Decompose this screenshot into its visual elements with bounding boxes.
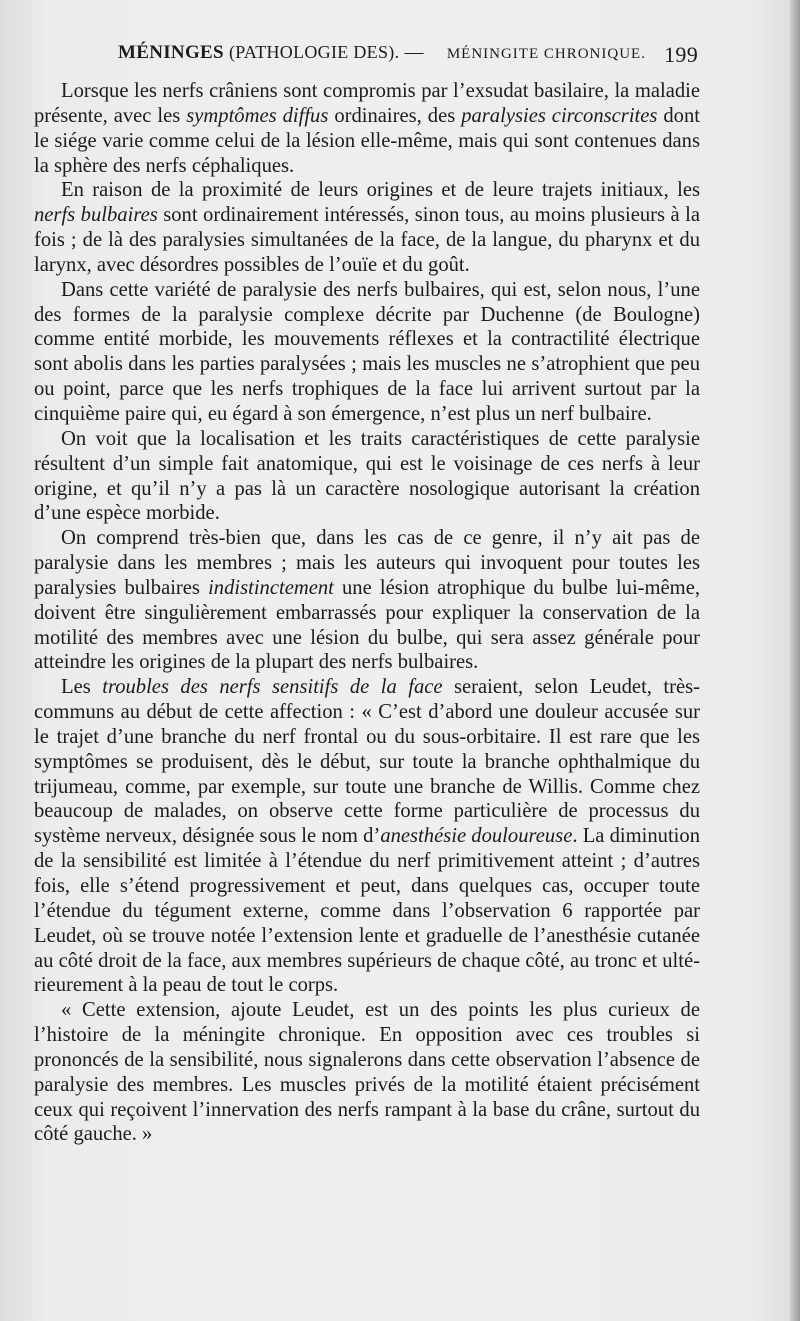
text-run: « Cette extension, ajoute Leudet, est un des points les plus curieux de l’histoire de la méningite chronique. En opposition avec ces troubles si prononcés de la sensibilité, nous signalerons dans cette observation l’absence de paralysie des membres. Les muscles privés de la motilité étaient précisément ceux qui reçoivent l’innervation des nerfs rampant à la base du crâne, surtout du côté gauche. » xyxy=(34,999,700,1146)
text-run: En raison de la proximité de leurs origines et de leure trajets initiaux, les xyxy=(61,179,700,202)
italic-phrase: paralysies circonscrites xyxy=(461,104,658,127)
text-run: une lésion atrophique du bulbe lui-même, doivent être singulièrement embarrassés pour expliquer la conservation de la motilité des membres avec une lésion du bulbe, qui sera assez générale pour atteindre les origines de la plupart des nerfs bulbaires. xyxy=(34,576,700,674)
text-run: On comprend très-bien que, dans les cas de ce genre, il n’y ait pas de paralysie dans les membres ; mais les auteurs qui invoquent pour toutes les paralysies bulbaires xyxy=(34,527,700,599)
header-title: MÉNINGES xyxy=(118,42,224,63)
italic-phrase: troubles des nerfs sensitifs de la face xyxy=(102,676,443,699)
italic-phrase: indistinctement xyxy=(208,576,334,599)
text-run: ordinaires, des xyxy=(328,104,462,127)
text-run: Dans cette variété de paralysie des nerfs bulbaires, qui est, selon nous, l’une des formes de la paralysie complexe décrite par Duchenne (de Boulogne) comme entité morbide, les mouvements réflexes et la contractilité électrique sont abolis dans les parties paralysées ; mais les muscles ne s’atrophient que peu ou point, parce que les nerfs trophiques de la face lui arrivent surtout par la cinquième paire qui, eu égard à son émergence, n’est plus un nerf bulbaire. xyxy=(34,278,700,425)
header-dash: — xyxy=(404,42,424,63)
italic-phrase: anesthésie douloureuse xyxy=(380,825,573,848)
paragraph xyxy=(34,427,700,526)
paragraph xyxy=(34,526,700,675)
paragraph xyxy=(34,178,700,277)
page-number: 199 xyxy=(664,42,698,67)
italic-phrase: nerfs bulbaires xyxy=(34,204,158,227)
paragraph xyxy=(34,278,700,427)
page-spine-shadow xyxy=(790,0,800,1321)
page-body xyxy=(34,79,700,1147)
header-section: MÉNINGITE CHRONIQUE. xyxy=(446,46,646,62)
italic-phrase: symptômes diffus xyxy=(186,104,329,127)
paragraph xyxy=(34,675,700,998)
paragraph xyxy=(34,998,700,1147)
text-run: dont le siége varie comme celui de la lésion elle-même, mais qui sont contenues dans la sphère des nerfs céphaliques. xyxy=(34,104,700,177)
text-run: seraient, selon Leudet, très-communs au début de cette affection : « C’est d’abord une douleur accusée sur le trajet d’une branche du nerf frontal ou du sous-orbitaire. Il est rare que les symptômes se produisent, dès le début, sur toute la branche ophthalmique du trijumeau, comme, par exemple, sur toute une branche de Willis. Comme chez beaucoup de malades, on observe cette forme particulière de processus du système nerveux, désignée sous le nom d’ xyxy=(34,676,700,848)
text-run: sont ordinairement intéressés, sinon tous, au moins plusieurs à la fois ; de là des paralysies simultanées de la face, de la langue, du pharynx et du larynx, avec désordres possibles de l’ouïe et du goût. xyxy=(34,204,701,276)
running-header xyxy=(118,42,698,67)
text-run: On voit que la localisation et les traits caractéristiques de cette paralysie résultent d’un simple fait anatomique, qui est le voisinage de ces nerfs à leur origine, et qu’il n’y a pas là un caractère nosologique autorisant la création d’une espèce morbide. xyxy=(34,427,700,525)
text-run: Lorsque les nerfs crâniens sont compromis par l’exsudat basilaire, la maladie présente, avec les xyxy=(34,80,700,127)
paragraph xyxy=(34,79,700,178)
text-run: Les xyxy=(61,676,103,699)
header-subtitle: (PATHOLOGIE DES). xyxy=(228,42,400,62)
text-run: . La diminution de la sensibilité est limitée à l’étendue du nerf primitivement atteint ; d’autres fois, elle s’étend progressivement et peut, dans quelques cas, occuper toute l’étendue du tégument externe, comme dans l’observation 6 rapportée par Leudet, où se trouve notée l’extension lente et graduelle de l’anesthésie cutanée au côté droit de la face, aux membres supérieurs de chaque côté, au tronc et ultérieurement à la peau de tout le corps. xyxy=(34,825,700,997)
